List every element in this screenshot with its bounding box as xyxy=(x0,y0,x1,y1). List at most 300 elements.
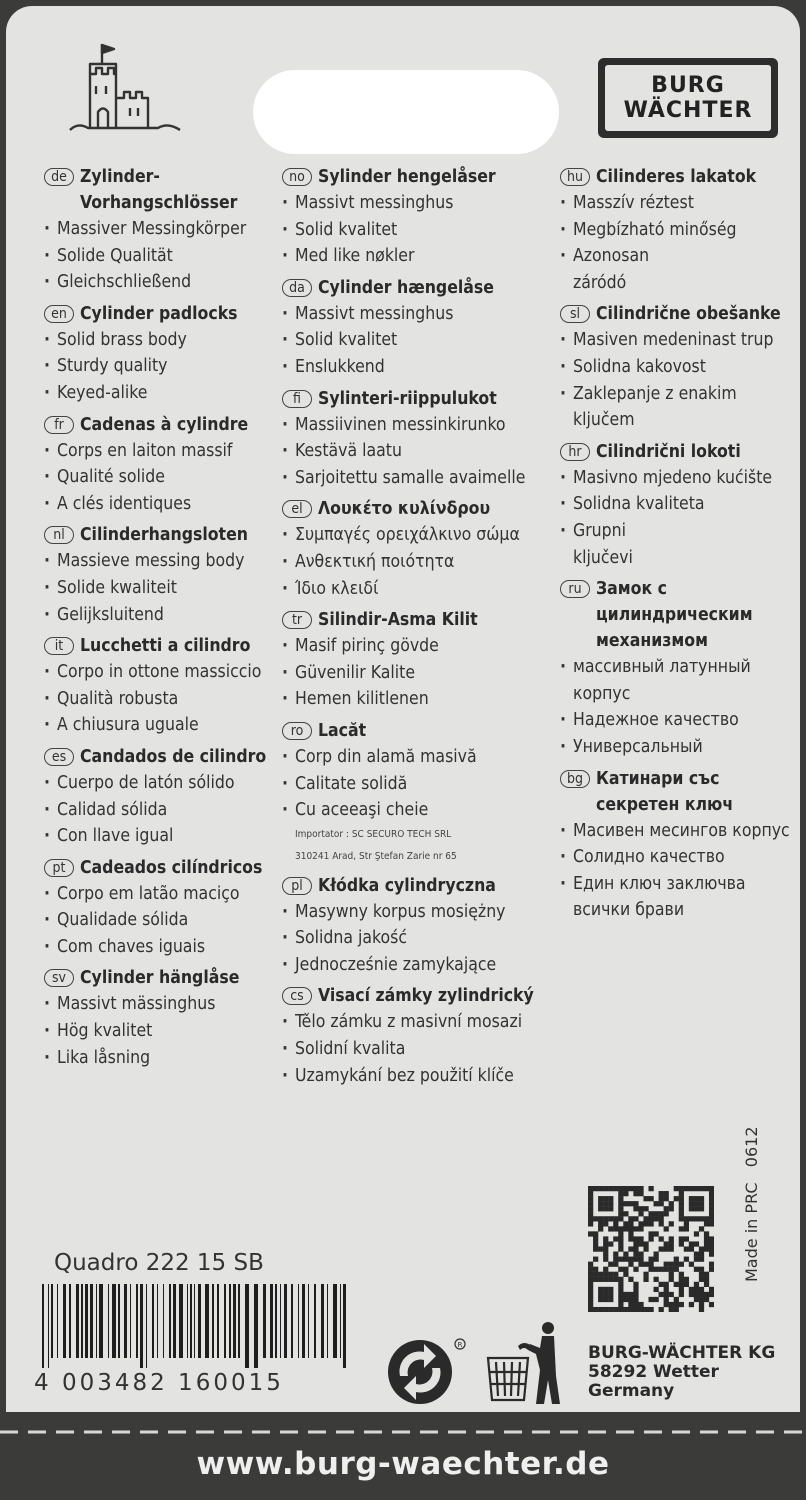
qr-module xyxy=(608,1307,613,1312)
barcode-bar xyxy=(270,1284,273,1358)
feature-item: · Masywny korpus mosiężny xyxy=(282,899,562,926)
section-title: Sylinder hengelåser xyxy=(318,167,496,187)
qr-module xyxy=(618,1257,623,1262)
qr-module xyxy=(633,1206,638,1211)
language-section-el xyxy=(282,496,562,602)
language-section-da xyxy=(282,275,562,381)
language-code-badge: it xyxy=(44,637,74,655)
qr-module xyxy=(689,1302,694,1307)
qr-module xyxy=(588,1267,593,1272)
recycle-green-dot-icon xyxy=(386,1336,466,1408)
qr-module xyxy=(603,1257,608,1262)
qr-module xyxy=(623,1297,628,1302)
feature-item: · Zaklepanje z enakim ključem xyxy=(560,381,796,434)
feature-list xyxy=(282,899,562,979)
qr-module xyxy=(618,1246,623,1251)
qr-module xyxy=(648,1307,653,1312)
qr-module xyxy=(699,1226,704,1231)
qr-module xyxy=(684,1186,689,1191)
qr-module xyxy=(679,1206,684,1211)
qr-module xyxy=(638,1302,643,1307)
qr-module xyxy=(588,1211,593,1216)
language-section-en xyxy=(44,301,276,407)
qr-module xyxy=(618,1201,623,1206)
feature-item: · Massiver Messingkörper xyxy=(44,216,276,243)
language-section-es xyxy=(44,744,276,850)
qr-module xyxy=(603,1246,608,1251)
qr-module xyxy=(679,1201,684,1206)
qr-module xyxy=(618,1302,623,1307)
qr-module xyxy=(608,1277,613,1282)
qr-module xyxy=(709,1191,714,1196)
feature-item: · Solide Qualität xyxy=(44,243,276,270)
qr-module xyxy=(704,1292,709,1297)
barcode-bar xyxy=(238,1284,240,1358)
language-code-badge: sl xyxy=(560,305,590,323)
barcode-bar xyxy=(224,1284,226,1358)
qr-module xyxy=(623,1186,628,1191)
feature-list xyxy=(44,438,276,518)
language-column-1 xyxy=(44,164,276,1076)
qr-module xyxy=(694,1196,699,1201)
qr-module xyxy=(633,1216,638,1221)
qr-module xyxy=(659,1221,664,1226)
qr-module xyxy=(628,1231,633,1236)
feature-item: · Masszív réztest xyxy=(560,190,796,217)
feature-item: · Hemen kilitlenen xyxy=(282,686,562,713)
qr-module xyxy=(664,1211,669,1216)
qr-module xyxy=(689,1241,694,1246)
qr-module xyxy=(638,1206,643,1211)
qr-module xyxy=(598,1201,603,1206)
section-title: Cylinder padlocks xyxy=(80,303,238,324)
made-in-text: Made in PRC xyxy=(742,1182,761,1282)
qr-module xyxy=(603,1241,608,1246)
qr-module xyxy=(638,1226,643,1231)
section-heading xyxy=(282,386,562,412)
qr-module xyxy=(679,1186,684,1191)
qr-module xyxy=(628,1236,633,1241)
qr-module xyxy=(603,1292,608,1297)
qr-module xyxy=(633,1246,638,1251)
qr-module xyxy=(704,1236,709,1241)
qr-module xyxy=(648,1216,653,1221)
qr-module xyxy=(598,1307,603,1312)
qr-module xyxy=(643,1277,648,1282)
language-code-badge: hr xyxy=(560,443,590,461)
qr-module xyxy=(593,1231,598,1236)
qr-module xyxy=(669,1221,674,1226)
qr-module xyxy=(699,1287,704,1292)
section-heading xyxy=(44,164,276,216)
section-heading xyxy=(44,965,276,991)
qr-module xyxy=(694,1241,699,1246)
barcode-bar xyxy=(179,1284,183,1358)
qr-module xyxy=(709,1206,714,1211)
qr-module xyxy=(593,1307,598,1312)
qr-module xyxy=(709,1216,714,1221)
qr-module xyxy=(679,1196,684,1201)
qr-module xyxy=(709,1292,714,1297)
qr-module xyxy=(654,1297,659,1302)
barcode-bar xyxy=(280,1284,281,1358)
brand-line-1: BURG xyxy=(651,73,725,98)
qr-module xyxy=(633,1241,638,1246)
barcode-bar xyxy=(284,1284,287,1358)
qr-module xyxy=(699,1292,704,1297)
qr-module xyxy=(633,1236,638,1241)
barcode-bar xyxy=(76,1284,79,1358)
qr-module xyxy=(608,1216,613,1221)
qr-module xyxy=(633,1267,638,1272)
qr-module xyxy=(664,1287,669,1292)
qr-module xyxy=(618,1287,623,1292)
section-heading xyxy=(44,633,276,659)
qr-module xyxy=(638,1257,643,1262)
feature-list xyxy=(44,659,276,739)
qr-module xyxy=(623,1307,628,1312)
qr-module xyxy=(608,1292,613,1297)
qr-module xyxy=(654,1216,659,1221)
qr-module xyxy=(709,1201,714,1206)
qr-module xyxy=(648,1231,653,1236)
feature-item: · Solid kvalitet xyxy=(282,327,562,354)
qr-module xyxy=(704,1246,709,1251)
qr-module xyxy=(643,1246,648,1251)
feature-item: · Gelijksluitend xyxy=(44,602,276,629)
qr-module xyxy=(669,1206,674,1211)
qr-module xyxy=(704,1186,709,1191)
language-section-bg xyxy=(560,766,796,924)
barcode-bar xyxy=(217,1284,219,1358)
qr-module xyxy=(694,1292,699,1297)
qr-module xyxy=(674,1282,679,1287)
qr-module xyxy=(618,1231,623,1236)
section-heading xyxy=(282,873,562,899)
feature-list xyxy=(282,744,562,824)
qr-module xyxy=(608,1201,613,1206)
qr-module xyxy=(588,1302,593,1307)
section-title: Cilinderes lakatok xyxy=(596,167,757,187)
qr-module xyxy=(643,1221,648,1226)
feature-list xyxy=(44,770,276,850)
qr-module xyxy=(623,1292,628,1297)
qr-module xyxy=(633,1252,638,1257)
qr-module xyxy=(699,1216,704,1221)
qr-module xyxy=(638,1307,643,1312)
section-heading xyxy=(282,983,562,1009)
brand-logo xyxy=(598,58,778,138)
qr-module xyxy=(674,1262,679,1267)
qr-module xyxy=(633,1287,638,1292)
company-name: BURG-WÄCHTER KG xyxy=(588,1343,776,1363)
qr-module xyxy=(638,1241,643,1246)
feature-item: · Enslukkend xyxy=(282,354,562,381)
feature-item: · Cu aceeaşi cheie xyxy=(282,797,562,824)
section-heading xyxy=(560,164,796,190)
feature-list xyxy=(282,522,562,602)
barcode-bar xyxy=(275,1284,277,1358)
qr-module xyxy=(684,1236,689,1241)
qr-module xyxy=(679,1302,684,1307)
section-title: Cadeados cilíndricos xyxy=(80,857,263,878)
feature-list xyxy=(560,465,796,571)
model-number: Quadro 222 15 SB xyxy=(54,1250,264,1276)
barcode-bar xyxy=(212,1284,214,1358)
qr-module xyxy=(674,1257,679,1262)
qr-module xyxy=(598,1221,603,1226)
hang-hole xyxy=(253,70,559,154)
qr-module xyxy=(709,1252,714,1257)
qr-module xyxy=(659,1282,664,1287)
feature-list xyxy=(282,1009,562,1089)
language-section-de xyxy=(44,164,276,296)
language-code-badge: fi xyxy=(282,390,312,408)
qr-module xyxy=(623,1252,628,1257)
barcode-bar xyxy=(254,1284,258,1368)
qr-module xyxy=(618,1241,623,1246)
qr-module xyxy=(598,1226,603,1231)
feature-item: · Универсальный xyxy=(560,734,796,761)
qr-module xyxy=(704,1272,709,1277)
qr-module xyxy=(679,1226,684,1231)
qr-module xyxy=(709,1241,714,1246)
qr-module xyxy=(638,1262,643,1267)
qr-module xyxy=(613,1221,618,1226)
barcode-bar xyxy=(308,1284,309,1358)
qr-module xyxy=(654,1252,659,1257)
qr-module xyxy=(588,1272,593,1277)
qr-module xyxy=(618,1186,623,1191)
feature-item: · Solidna kakovost xyxy=(560,354,796,381)
qr-module xyxy=(638,1191,643,1196)
language-section-nl xyxy=(44,522,276,628)
qr-module xyxy=(709,1196,714,1201)
qr-module xyxy=(669,1307,674,1312)
barcode-bar xyxy=(124,1284,127,1358)
language-section-no xyxy=(282,164,562,270)
section-heading xyxy=(282,496,562,522)
language-code-badge: sv xyxy=(44,969,74,987)
language-section-it xyxy=(44,633,276,739)
qr-module xyxy=(669,1201,674,1206)
qr-module xyxy=(654,1231,659,1236)
qr-module xyxy=(613,1307,618,1312)
qr-module xyxy=(669,1272,674,1277)
qr-module xyxy=(613,1252,618,1257)
feature-item: · Com chaves iguais xyxy=(44,934,276,961)
section-heading xyxy=(282,718,562,744)
feature-item: · Tělo zámku z masivní mosazi xyxy=(282,1009,562,1036)
feature-item: · Един ключ заключва всички брави xyxy=(560,871,796,924)
qr-module xyxy=(633,1307,638,1312)
feature-item: · Corps en laiton massif xyxy=(44,438,276,465)
qr-module xyxy=(633,1226,638,1231)
language-section-fi xyxy=(282,386,562,492)
qr-module xyxy=(679,1287,684,1292)
qr-module xyxy=(588,1292,593,1297)
qr-module xyxy=(659,1191,664,1196)
barcode-bar xyxy=(291,1284,293,1358)
qr-module xyxy=(588,1186,593,1191)
feature-item: · Solide kwaliteit xyxy=(44,575,276,602)
qr-module xyxy=(654,1201,659,1206)
barcode-bar xyxy=(69,1284,71,1358)
language-code-badge: da xyxy=(282,279,312,297)
qr-module xyxy=(694,1267,699,1272)
qr-module xyxy=(648,1221,653,1226)
qr-module xyxy=(588,1196,593,1201)
qr-module xyxy=(598,1297,603,1302)
qr-module xyxy=(648,1262,653,1267)
qr-module xyxy=(608,1241,613,1246)
section-title: Cylinder hänglåse xyxy=(80,968,240,989)
qr-module xyxy=(623,1221,628,1226)
feature-item: · Qualité solide xyxy=(44,464,276,491)
language-code-badge: hu xyxy=(560,168,590,186)
qr-module xyxy=(699,1307,704,1312)
qr-module xyxy=(699,1277,704,1282)
feature-item: · Azonosan záródó xyxy=(560,243,796,296)
section-title: Cilindrični lokoti xyxy=(596,441,741,462)
language-code-badge: en xyxy=(44,305,74,323)
language-section-hu xyxy=(560,164,796,296)
feature-item: · Solidna jakość xyxy=(282,925,562,952)
section-heading xyxy=(560,301,796,327)
qr-module xyxy=(679,1277,684,1282)
language-code-badge: pt xyxy=(44,859,74,877)
qr-module xyxy=(709,1211,714,1216)
feature-item: · A clés identiques xyxy=(44,491,276,518)
language-section-pt xyxy=(44,855,276,961)
feature-item: · Massivt messinghus xyxy=(282,301,562,328)
qr-module xyxy=(699,1257,704,1262)
qr-module xyxy=(704,1216,709,1221)
qr-module xyxy=(588,1277,593,1282)
website-url[interactable]: www.burg-waechter.de xyxy=(196,1446,610,1482)
qr-module xyxy=(689,1292,694,1297)
feature-item: · Megbízható minőség xyxy=(560,217,796,244)
qr-module xyxy=(598,1186,603,1191)
feature-item: · Масивен месингов корпус xyxy=(560,818,796,845)
feature-list xyxy=(560,190,796,296)
qr-module xyxy=(659,1292,664,1297)
barcode-bar xyxy=(233,1284,236,1358)
qr-module xyxy=(603,1287,608,1292)
qr-module xyxy=(674,1267,679,1272)
feature-item: · Jednocześnie zamykające xyxy=(282,952,562,979)
feature-item: · Corpo em latão maciço xyxy=(44,881,276,908)
qr-module xyxy=(613,1236,618,1241)
section-heading xyxy=(282,164,562,190)
barcode-bar xyxy=(263,1284,266,1358)
barcode-bar xyxy=(205,1284,209,1358)
qr-module xyxy=(684,1221,689,1226)
qr-module xyxy=(664,1246,669,1251)
qr-module xyxy=(669,1236,674,1241)
qr-module xyxy=(709,1287,714,1292)
language-section-sv xyxy=(44,965,276,1071)
section-heading xyxy=(282,607,562,633)
qr-module xyxy=(618,1226,623,1231)
feature-list xyxy=(560,818,796,924)
qr-module xyxy=(618,1206,623,1211)
section-title: Lucchetti a cilindro xyxy=(80,636,251,657)
feature-item: · Massivt messinghus xyxy=(282,190,562,217)
feature-item: · Solidní kvalita xyxy=(282,1036,562,1063)
qr-module xyxy=(633,1201,638,1206)
language-section-sl xyxy=(560,301,796,433)
qr-module xyxy=(669,1277,674,1282)
qr-module xyxy=(593,1246,598,1251)
qr-module xyxy=(648,1186,653,1191)
qr-module xyxy=(603,1297,608,1302)
qr-module xyxy=(669,1262,674,1267)
qr-module xyxy=(593,1186,598,1191)
barcode-bar xyxy=(245,1284,249,1368)
qr-module xyxy=(674,1297,679,1302)
qr-module xyxy=(704,1297,709,1302)
qr-module xyxy=(613,1186,618,1191)
qr-module xyxy=(664,1267,669,1272)
ean-number: 4 003482 160015 xyxy=(34,1370,284,1396)
qr-module xyxy=(699,1297,704,1302)
qr-module xyxy=(633,1297,638,1302)
feature-item: · Masivno mjedeno kućište xyxy=(560,465,796,492)
qr-module xyxy=(679,1236,684,1241)
qr-module xyxy=(709,1246,714,1251)
qr-module xyxy=(659,1216,664,1221)
qr-module xyxy=(628,1201,633,1206)
qr-module xyxy=(618,1211,623,1216)
section-title: Cylinder hængelåse xyxy=(318,277,494,298)
section-heading xyxy=(560,766,796,818)
barcode-bar xyxy=(118,1284,120,1358)
section-heading xyxy=(44,522,276,548)
qr-module xyxy=(623,1211,628,1216)
qr-module xyxy=(623,1226,628,1231)
barcode-bar xyxy=(57,1284,58,1358)
feature-item: · Lika låsning xyxy=(44,1045,276,1072)
language-code-badge: pl xyxy=(282,877,312,895)
qr-module xyxy=(679,1216,684,1221)
qr-module xyxy=(633,1302,638,1307)
qr-module xyxy=(664,1292,669,1297)
qr-module xyxy=(684,1257,689,1262)
qr-module xyxy=(618,1292,623,1297)
language-section-ru xyxy=(560,576,796,760)
barcode-bar xyxy=(42,1284,44,1368)
qr-module xyxy=(648,1257,653,1262)
qr-module xyxy=(699,1206,704,1211)
language-column-3 xyxy=(560,164,796,929)
barcode-bar xyxy=(321,1284,324,1358)
language-section-hr xyxy=(560,439,796,571)
barcode-bar xyxy=(298,1284,299,1358)
feature-item: · Cuerpo de latón sólido xyxy=(44,770,276,797)
castle-icon xyxy=(68,42,188,138)
qr-module xyxy=(694,1201,699,1206)
barcode-bar xyxy=(333,1284,337,1358)
qr-module xyxy=(593,1216,598,1221)
feature-item: · Massiivinen messinkirunko xyxy=(282,412,562,439)
qr-module xyxy=(648,1297,653,1302)
qr-module xyxy=(643,1216,648,1221)
qr-module xyxy=(588,1216,593,1221)
qr-module xyxy=(603,1186,608,1191)
qr-module xyxy=(608,1272,613,1277)
qr-module xyxy=(613,1277,618,1282)
